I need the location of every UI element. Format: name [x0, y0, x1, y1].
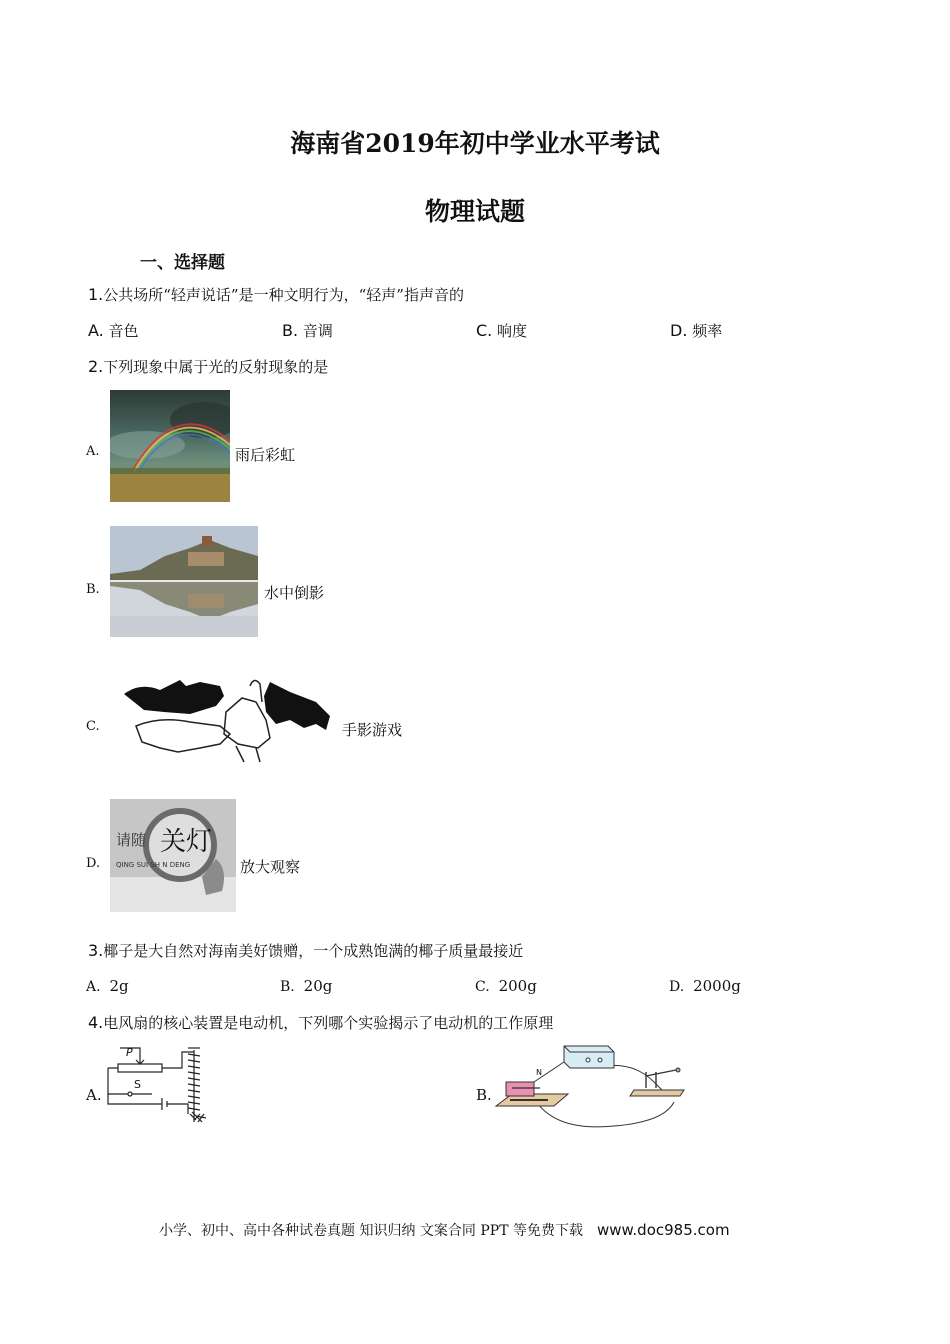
section-heading: 一、选择题 [140, 253, 225, 273]
option-text: 音色 [108, 322, 139, 340]
question-4 [88, 1012, 553, 1033]
q2-option-a-letter: A. [86, 444, 100, 459]
q2-option-a-caption: 雨后彩虹 [235, 446, 296, 464]
q2-option-d-caption: 放大观察 [240, 858, 301, 876]
magnifier-image [110, 799, 236, 912]
reflection-image [110, 526, 258, 637]
label-s: S [134, 1078, 141, 1091]
q3-option-a [86, 977, 129, 995]
question-text: 下列现象中属于光的反射现象的是 [103, 358, 329, 376]
q2-option-c-letter: C. [86, 719, 100, 734]
sign-small-text: 请随 [116, 831, 147, 849]
question-number: 4. [88, 1013, 104, 1032]
option-text: 响度 [497, 322, 528, 340]
footer-url[interactable]: www.doc985.com [596, 1221, 730, 1239]
exam-subtitle: 物理试题 [424, 197, 525, 226]
option-text: 音调 [302, 322, 333, 340]
question-3 [88, 940, 523, 961]
page-footer [159, 1220, 730, 1240]
q3-option-c [475, 977, 537, 995]
q2-option-b-caption: 水中倒影 [264, 584, 325, 602]
q1-option-b [282, 320, 333, 341]
question-2 [88, 356, 328, 377]
rainbow-image [110, 390, 230, 502]
q2-option-d-letter: D. [86, 856, 101, 871]
electromagnet-circuit-diagram [102, 1044, 218, 1124]
question-text: 电风扇的核心装置是电动机，下列哪个实验揭示了电动机的工作原理 [103, 1014, 554, 1032]
q2-option-b-letter: B. [86, 582, 100, 597]
option-letter: D. [670, 321, 688, 340]
option-letter: B. [280, 979, 295, 995]
hand-shadow-image [120, 672, 336, 764]
motor-experiment-diagram [494, 1042, 694, 1132]
option-letter: A. [86, 979, 101, 995]
q4-option-a-letter: A. [86, 1086, 102, 1104]
label-p: P [126, 1046, 133, 1059]
option-text: 200g [498, 977, 537, 995]
option-text: 频率 [692, 322, 723, 340]
option-letter: B. [282, 321, 299, 340]
q2-option-c-caption: 手影游戏 [342, 721, 403, 739]
question-text: 公共场所“轻声说话”是一种文明行为，“轻声”指声音的 [103, 286, 464, 304]
question-1 [88, 284, 464, 305]
question-number: 2. [88, 357, 104, 376]
option-letter: D. [669, 979, 685, 995]
option-letter: C. [475, 979, 490, 995]
q1-option-d [670, 320, 722, 341]
sign-pinyin: QING SUI SH N DENG [116, 861, 191, 869]
option-text: 20g [303, 977, 333, 995]
question-number: 3. [88, 941, 104, 960]
q1-option-a [88, 320, 139, 341]
label-n: N [536, 1068, 542, 1077]
q1-option-c [476, 320, 527, 341]
q3-option-b [280, 977, 332, 995]
q3-option-d [669, 977, 741, 995]
exam-title: 海南省2019年初中学业水平考试 [290, 129, 660, 158]
sign-big-text: 关灯 [160, 827, 213, 857]
footer-text: 小学、初中、高中各种试卷真题 知识归纳 文案合同 PPT 等免费下载 [159, 1223, 583, 1239]
q4-option-b-letter: B. [476, 1086, 492, 1104]
option-letter: C. [476, 321, 493, 340]
option-text: 2g [109, 977, 129, 995]
option-text: 2000g [693, 977, 741, 995]
option-letter: A. [88, 321, 104, 340]
question-number: 1. [88, 285, 104, 304]
question-text: 椰子是大自然对海南美好馈赠，一个成熟饱满的椰子质量最接近 [103, 942, 524, 960]
